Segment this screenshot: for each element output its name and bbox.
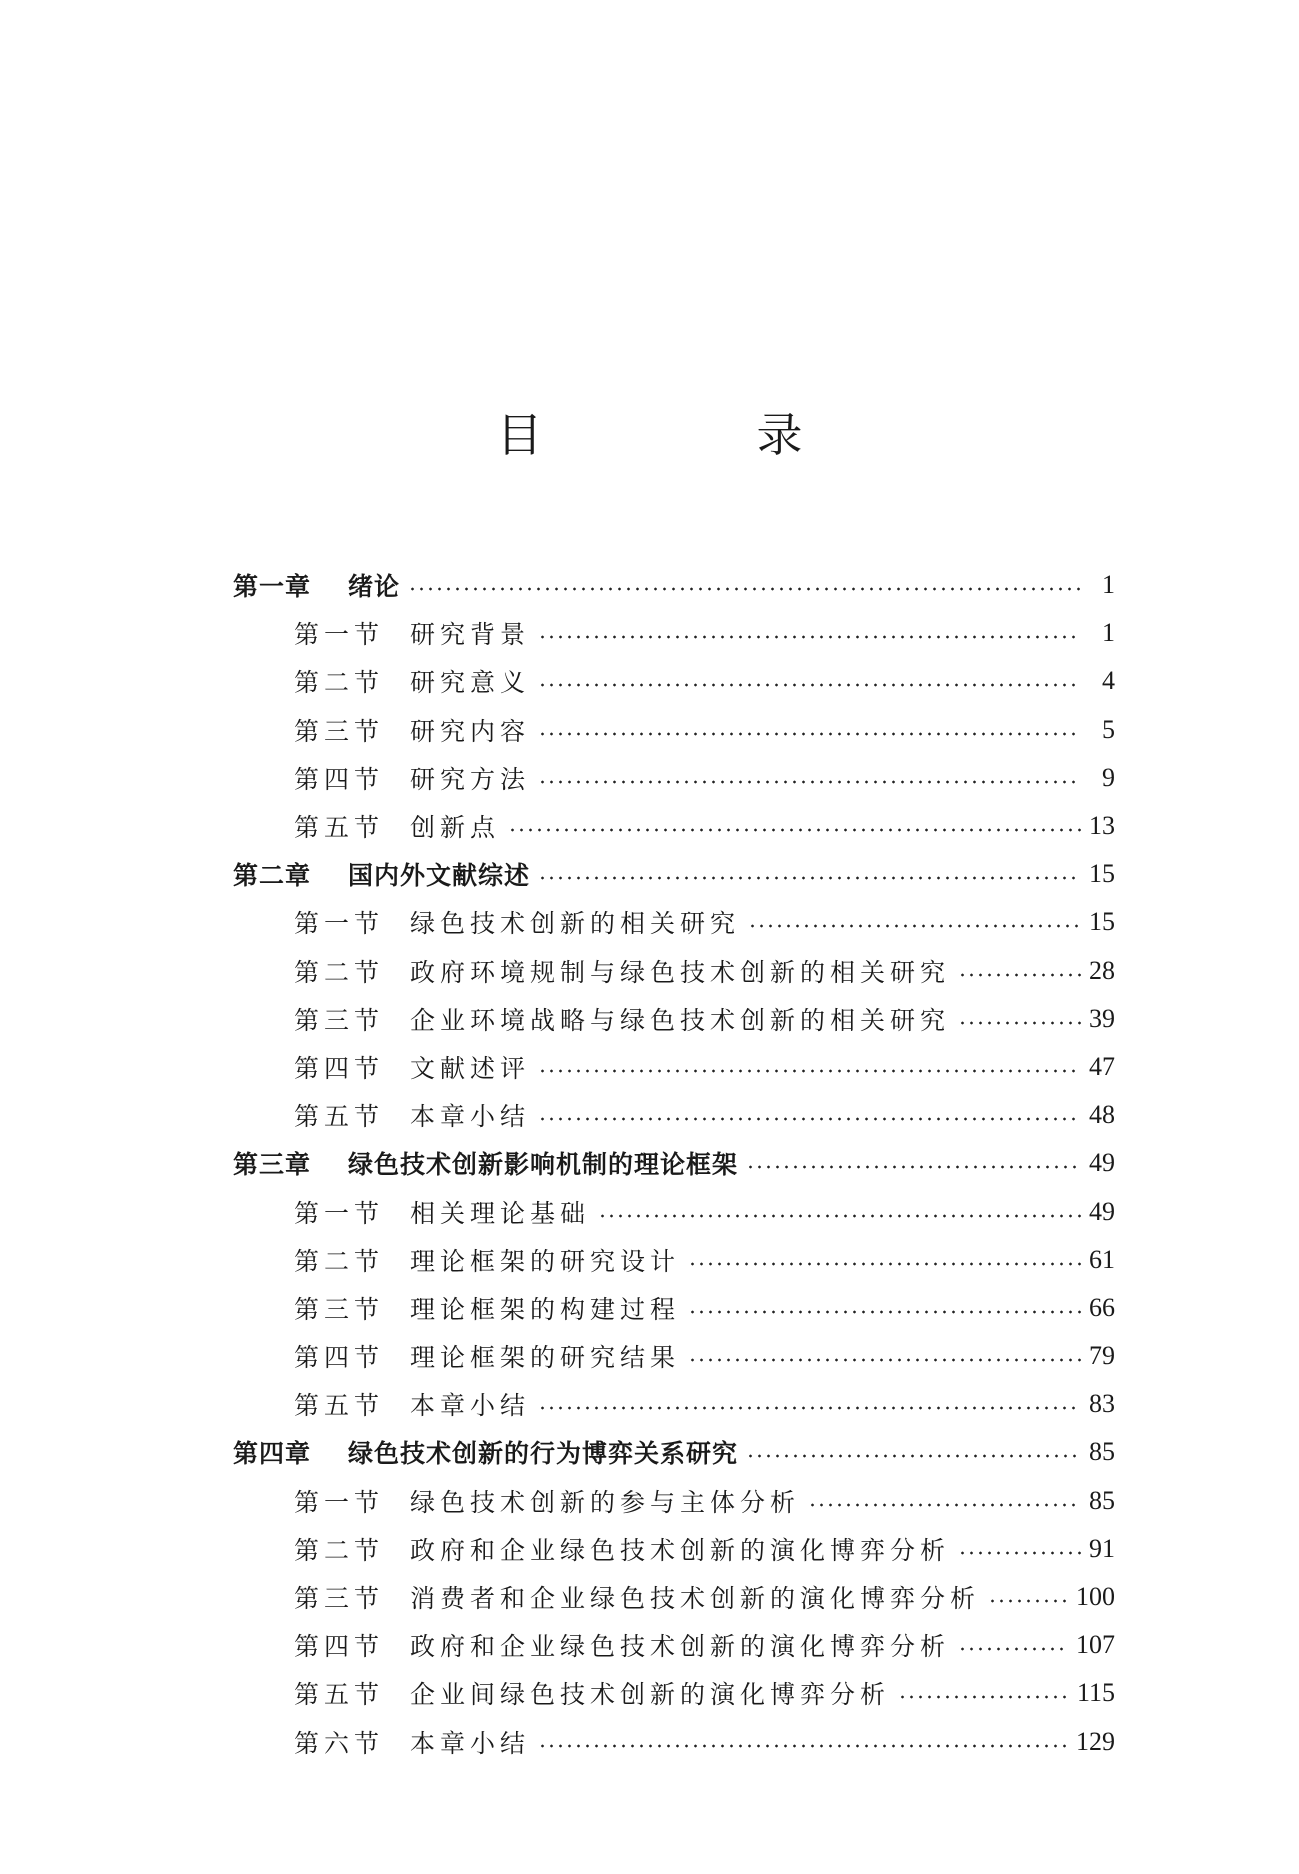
- section-number-label: 第一节: [294, 1487, 385, 1517]
- section-title: 绿色技术创新的相关研究: [410, 909, 741, 939]
- toc-section-entry: [233, 1718, 1115, 1766]
- dot-leader: [688, 1262, 1081, 1266]
- dot-leader: [538, 683, 1081, 687]
- toc-section-entry: [233, 1525, 1115, 1573]
- section-number-label: 第一节: [294, 620, 385, 650]
- section-number-label: 第五节: [294, 1391, 385, 1421]
- toc-section-entry: [233, 1043, 1115, 1091]
- section-number-label: 第一节: [294, 909, 385, 939]
- section-title: 文献述评: [410, 1053, 531, 1083]
- section-page-number: 9: [1102, 762, 1115, 792]
- section-page-number: 4: [1102, 666, 1115, 696]
- section-number-label: 第五节: [294, 813, 385, 843]
- dot-leader: [538, 732, 1081, 736]
- dot-leader: [748, 924, 1081, 928]
- chapter-page-number: 85: [1089, 1437, 1115, 1467]
- section-page-number: 91: [1089, 1533, 1115, 1563]
- chapter-number-label: 第四章: [233, 1439, 312, 1469]
- section-number-label: 第三节: [294, 1005, 385, 1035]
- dot-leader: [688, 1310, 1081, 1314]
- toc-section-entry: [233, 1332, 1115, 1380]
- section-page-number: 28: [1089, 955, 1115, 985]
- section-title: 理论框架的研究设计: [410, 1246, 681, 1276]
- section-title: 理论框架的研究结果: [410, 1343, 681, 1373]
- toc-section-entry: [233, 1669, 1115, 1717]
- section-title: 本章小结: [410, 1728, 531, 1758]
- section-title: 理论框架的构建过程: [410, 1294, 681, 1324]
- chapter-page-number: 49: [1089, 1148, 1115, 1178]
- section-page-number: 48: [1089, 1100, 1115, 1130]
- toc-section-entry: [233, 1091, 1115, 1139]
- section-number-label: 第五节: [294, 1680, 385, 1710]
- section-page-number: 5: [1102, 714, 1115, 744]
- section-title: 企业环境战略与绿色技术创新的相关研究: [410, 1005, 951, 1035]
- toc-chapter-entry: [233, 561, 1115, 609]
- section-page-number: 39: [1089, 1003, 1115, 1033]
- dot-leader: [746, 1454, 1081, 1458]
- toc-section-entry: [233, 1477, 1115, 1525]
- toc-section-entry: [233, 1187, 1115, 1235]
- toc-section-entry: [233, 898, 1115, 946]
- section-number-label: 第四节: [294, 1632, 385, 1662]
- section-page-number: 66: [1089, 1292, 1115, 1322]
- dot-leader: [958, 1647, 1068, 1651]
- section-number-label: 第三节: [294, 1294, 385, 1324]
- dot-leader: [408, 587, 1081, 591]
- section-title: 企业间绿色技术创新的演化博弈分析: [410, 1680, 891, 1710]
- section-page-number: 47: [1089, 1051, 1115, 1081]
- dot-leader: [598, 1214, 1081, 1218]
- dot-leader: [958, 973, 1081, 977]
- toc-section-entry: [233, 802, 1115, 850]
- dot-leader: [538, 1406, 1081, 1410]
- toc-section-entry: [233, 657, 1115, 705]
- toc-section-entry: [233, 947, 1115, 995]
- section-number-label: 第二节: [294, 1246, 385, 1276]
- section-number-label: 第三节: [294, 1584, 385, 1614]
- dot-leader: [958, 1551, 1081, 1555]
- chapter-number-label: 第三章: [233, 1150, 312, 1180]
- chapter-title: 绿色技术创新影响机制的理论框架: [348, 1150, 739, 1180]
- dot-leader: [538, 1744, 1068, 1748]
- section-title: 消费者和企业绿色技术创新的演化博弈分析: [410, 1584, 981, 1614]
- section-number-label: 第二节: [294, 668, 385, 698]
- section-page-number: 1: [1102, 618, 1115, 648]
- dot-leader: [688, 1358, 1081, 1362]
- section-number-label: 第四节: [294, 764, 385, 794]
- section-page-number: 107: [1076, 1630, 1115, 1660]
- toc-section-entry: [233, 1573, 1115, 1621]
- toc-section-entry: [233, 1284, 1115, 1332]
- section-page-number: 79: [1089, 1341, 1115, 1371]
- section-page-number: 83: [1089, 1389, 1115, 1419]
- chapter-page-number: 15: [1089, 859, 1115, 889]
- section-page-number: 100: [1076, 1582, 1115, 1612]
- section-page-number: 13: [1089, 811, 1115, 841]
- section-number-label: 第三节: [294, 716, 385, 746]
- section-number-label: 第四节: [294, 1053, 385, 1083]
- section-page-number: 85: [1089, 1485, 1115, 1515]
- toc-section-entry: [233, 706, 1115, 754]
- dot-leader: [988, 1599, 1068, 1603]
- chapter-title: 国内外文献综述: [348, 861, 531, 891]
- section-title: 绿色技术创新的参与主体分析: [410, 1487, 801, 1517]
- toc-section-entry: [233, 609, 1115, 657]
- section-title: 研究内容: [410, 716, 531, 746]
- section-number-label: 第四节: [294, 1343, 385, 1373]
- toc-heading: 目 录: [496, 408, 887, 462]
- section-page-number: 129: [1076, 1726, 1115, 1756]
- section-title: 本章小结: [410, 1102, 531, 1132]
- section-title: 相关理论基础: [410, 1198, 591, 1228]
- section-title: 研究背景: [410, 620, 531, 650]
- section-title: 本章小结: [410, 1391, 531, 1421]
- chapter-number-label: 第一章: [233, 572, 312, 602]
- dot-leader: [808, 1503, 1081, 1507]
- dot-leader: [538, 1117, 1081, 1121]
- toc-chapter-entry: [233, 1428, 1115, 1476]
- chapter-page-number: 1: [1102, 570, 1115, 600]
- section-page-number: 115: [1076, 1678, 1115, 1708]
- dot-leader: [958, 1021, 1081, 1025]
- section-number-label: 第二节: [294, 1535, 385, 1565]
- section-page-number: 61: [1089, 1244, 1115, 1274]
- section-number-label: 第六节: [294, 1728, 385, 1758]
- table-of-contents: [233, 561, 1115, 1766]
- chapter-number-label: 第二章: [233, 861, 312, 891]
- section-number-label: 第二节: [294, 957, 385, 987]
- dot-leader: [538, 876, 1081, 880]
- section-page-number: 49: [1089, 1196, 1115, 1226]
- dot-leader: [538, 635, 1081, 639]
- toc-chapter-entry: [233, 1139, 1115, 1187]
- toc-section-entry: [233, 754, 1115, 802]
- dot-leader: [898, 1695, 1069, 1699]
- dot-leader: [746, 1165, 1081, 1169]
- section-page-number: 15: [1089, 907, 1115, 937]
- dot-leader: [538, 1069, 1081, 1073]
- section-title: 创新点: [410, 813, 501, 843]
- section-number-label: 第一节: [294, 1198, 385, 1228]
- section-title: 研究方法: [410, 764, 531, 794]
- section-number-label: 第五节: [294, 1102, 385, 1132]
- toc-section-entry: [233, 1380, 1115, 1428]
- section-title: 研究意义: [410, 668, 531, 698]
- toc-section-entry: [233, 1236, 1115, 1284]
- section-title: 政府和企业绿色技术创新的演化博弈分析: [410, 1535, 951, 1565]
- dot-leader: [508, 828, 1081, 832]
- dot-leader: [538, 780, 1081, 784]
- section-title: 政府环境规制与绿色技术创新的相关研究: [410, 957, 951, 987]
- chapter-title: 绿色技术创新的行为博弈关系研究: [348, 1439, 739, 1469]
- toc-section-entry: [233, 995, 1115, 1043]
- chapter-title: 绪论: [348, 572, 401, 602]
- section-title: 政府和企业绿色技术创新的演化博弈分析: [410, 1632, 951, 1662]
- toc-section-entry: [233, 1621, 1115, 1669]
- toc-chapter-entry: [233, 850, 1115, 898]
